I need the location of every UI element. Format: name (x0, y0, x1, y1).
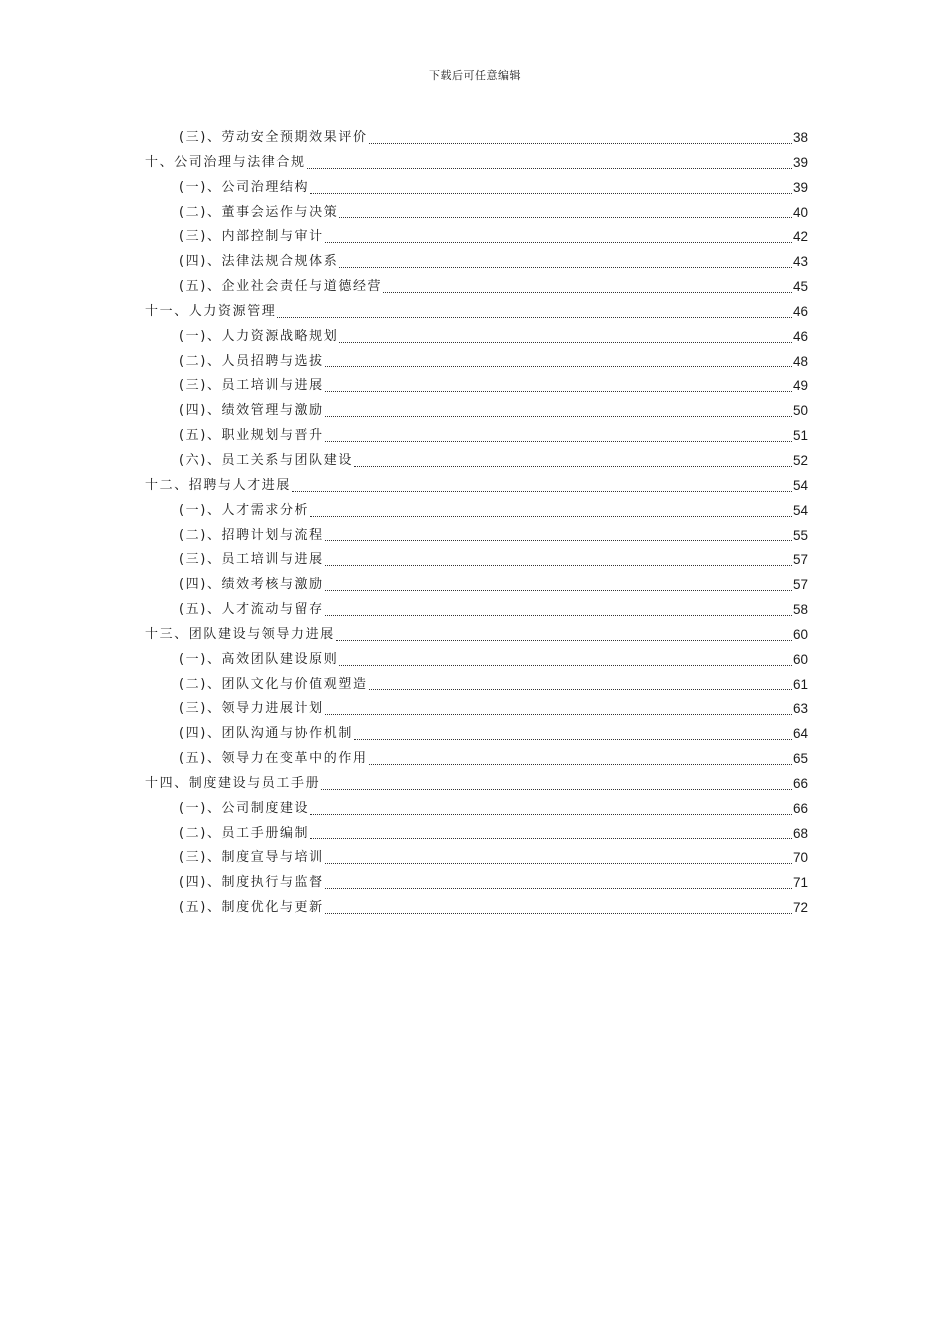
toc-entry-title: (四)、制度执行与监督 (179, 875, 324, 891)
toc-section-entry[interactable] (145, 846, 808, 871)
toc-entry-title: (三)、员工培训与进展 (179, 378, 324, 394)
toc-section-entry[interactable] (145, 225, 808, 250)
toc-page-number: 71 (792, 875, 808, 891)
toc-page-number: 54 (792, 477, 808, 493)
toc-dot-leader (321, 789, 792, 790)
toc-section-entry[interactable] (145, 250, 808, 275)
toc-section-entry[interactable] (145, 275, 808, 300)
toc-section-entry[interactable] (145, 548, 808, 573)
toc-page-number: 65 (792, 751, 808, 767)
toc-entry-title: (三)、内部控制与审计 (179, 229, 324, 245)
toc-dot-leader (339, 217, 792, 218)
toc-dot-leader (325, 540, 792, 541)
toc-section-entry[interactable] (145, 648, 808, 673)
toc-page-number: 60 (792, 651, 808, 667)
toc-section-entry[interactable] (145, 822, 808, 847)
toc-page-number: 66 (792, 775, 808, 791)
toc-page-number: 39 (792, 154, 808, 170)
toc-section-entry[interactable] (145, 176, 808, 201)
toc-page-number: 61 (792, 676, 808, 692)
toc-section-entry[interactable] (145, 449, 808, 474)
toc-section-entry[interactable] (145, 871, 808, 896)
toc-chapter-entry[interactable] (145, 772, 808, 797)
toc-dot-leader (325, 441, 792, 442)
toc-entry-title: (四)、绩效管理与激励 (179, 403, 324, 419)
toc-dot-leader (292, 491, 792, 492)
toc-chapter-entry[interactable] (145, 300, 808, 325)
toc-entry-title: (三)、员工培训与进展 (179, 552, 324, 568)
toc-dot-leader (369, 689, 792, 690)
toc-dot-leader (325, 913, 792, 914)
toc-section-entry[interactable] (145, 896, 808, 921)
toc-entry-title: (一)、公司治理结构 (179, 179, 310, 195)
toc-entry-title: (二)、招聘计划与流程 (179, 527, 324, 543)
toc-dot-leader (325, 590, 792, 591)
toc-section-entry[interactable] (145, 797, 808, 822)
toc-section-entry[interactable] (145, 524, 808, 549)
toc-dot-leader (325, 366, 792, 367)
toc-dot-leader (354, 466, 792, 467)
toc-entry-title: (三)、领导力进展计划 (179, 701, 324, 717)
toc-entry-title: (五)、人才流动与留存 (179, 602, 324, 618)
toc-page-number: 46 (792, 328, 808, 344)
toc-dot-leader (310, 516, 792, 517)
toc-dot-leader (325, 242, 792, 243)
toc-entry-title: (二)、团队文化与价值观塑造 (179, 676, 368, 692)
toc-section-entry[interactable] (145, 499, 808, 524)
toc-section-entry[interactable] (145, 201, 808, 226)
toc-dot-leader (277, 317, 792, 318)
toc-entry-title: (一)、高效团队建设原则 (179, 651, 339, 667)
toc-page-number: 54 (792, 502, 808, 518)
toc-page-number: 45 (792, 279, 808, 295)
toc-entry-title: 十、公司治理与法律合规 (145, 154, 306, 170)
toc-page-number: 39 (792, 179, 808, 195)
toc-page-number: 68 (792, 825, 808, 841)
toc-entry-title: (二)、人员招聘与选拔 (179, 353, 324, 369)
toc-entry-title: 十三、团队建设与领导力进展 (145, 626, 335, 642)
toc-dot-leader (339, 665, 792, 666)
toc-entry-title: (二)、董事会运作与决策 (179, 204, 339, 220)
toc-section-entry[interactable] (145, 598, 808, 623)
toc-page-number: 63 (792, 701, 808, 717)
toc-dot-leader (310, 838, 792, 839)
toc-section-entry[interactable] (145, 350, 808, 375)
toc-page-number: 57 (792, 577, 808, 593)
toc-section-entry[interactable] (145, 722, 808, 747)
toc-page-number: 55 (792, 527, 808, 543)
toc-dot-leader (325, 391, 792, 392)
toc-section-entry[interactable] (145, 747, 808, 772)
toc-dot-leader (336, 640, 792, 641)
toc-entry-title: (三)、制度宣导与培训 (179, 850, 324, 866)
toc-chapter-entry[interactable] (145, 623, 808, 648)
toc-page-number: 58 (792, 602, 808, 618)
toc-page-number: 64 (792, 726, 808, 742)
toc-entry-title: (三)、劳动安全预期效果评价 (179, 130, 368, 145)
toc-section-entry[interactable] (145, 673, 808, 698)
toc-page-number: 57 (792, 552, 808, 568)
toc-page-number: 40 (792, 204, 808, 220)
toc-dot-leader (339, 342, 792, 343)
toc-entry-title: (五)、制度优化与更新 (179, 900, 324, 916)
toc-dot-leader (325, 615, 792, 616)
toc-section-entry[interactable] (145, 325, 808, 350)
toc-dot-leader (310, 193, 792, 194)
toc-entry-title: (一)、人力资源战略规划 (179, 328, 339, 344)
toc-entry-title: (五)、领导力在变革中的作用 (179, 751, 368, 767)
toc-dot-leader (307, 168, 792, 169)
toc-dot-leader (325, 863, 792, 864)
toc-dot-leader (325, 888, 792, 889)
toc-dot-leader (383, 292, 792, 293)
toc-dot-leader (325, 416, 792, 417)
toc-dot-leader (369, 143, 792, 144)
toc-entry-title: (二)、员工手册编制 (179, 825, 310, 841)
toc-entry-title: 十一、人力资源管理 (145, 303, 277, 319)
toc-page-number: 42 (792, 229, 808, 245)
toc-page-number: 51 (792, 428, 808, 444)
toc-page-number: 38 (792, 130, 808, 145)
toc-chapter-entry[interactable] (145, 151, 808, 176)
toc-page-number: 46 (792, 303, 808, 319)
toc-dot-leader (310, 814, 792, 815)
toc-entry-title: (四)、团队沟通与协作机制 (179, 726, 353, 742)
toc-section-entry[interactable] (145, 697, 808, 722)
toc-section-entry[interactable] (145, 573, 808, 598)
toc-entry-title: (四)、法律法规合规体系 (179, 254, 339, 270)
table-of-contents (145, 126, 808, 921)
toc-page-number: 43 (792, 254, 808, 270)
toc-entry-title: 十四、制度建设与员工手册 (145, 775, 321, 791)
toc-page-number: 70 (792, 850, 808, 866)
toc-section-entry[interactable] (145, 374, 808, 399)
toc-page-number: 49 (792, 378, 808, 394)
toc-page-number: 50 (792, 403, 808, 419)
toc-dot-leader (354, 739, 792, 740)
page-header: 下载后可任意编辑 (429, 69, 521, 82)
toc-page-number: 52 (792, 452, 808, 468)
toc-entry-title: (五)、职业规划与晋升 (179, 428, 324, 444)
toc-entry-title: (一)、人才需求分析 (179, 502, 310, 518)
toc-section-entry[interactable] (145, 424, 808, 449)
toc-page-number: 66 (792, 800, 808, 816)
toc-entry-title: (一)、公司制度建设 (179, 800, 310, 816)
toc-dot-leader (325, 565, 792, 566)
toc-entry-title: (五)、企业社会责任与道德经营 (179, 279, 383, 295)
toc-entry-title: (六)、员工关系与团队建设 (179, 452, 353, 468)
toc-section-entry[interactable] (145, 126, 808, 151)
toc-dot-leader (325, 714, 792, 715)
toc-page-number: 48 (792, 353, 808, 369)
toc-chapter-entry[interactable] (145, 474, 808, 499)
toc-entry-title: (四)、绩效考核与激励 (179, 577, 324, 593)
toc-page-number: 60 (792, 626, 808, 642)
toc-entry-title: 十二、招聘与人才进展 (145, 477, 292, 493)
toc-dot-leader (369, 764, 792, 765)
toc-section-entry[interactable] (145, 399, 808, 424)
toc-page-number: 72 (792, 900, 808, 916)
toc-dot-leader (339, 267, 792, 268)
